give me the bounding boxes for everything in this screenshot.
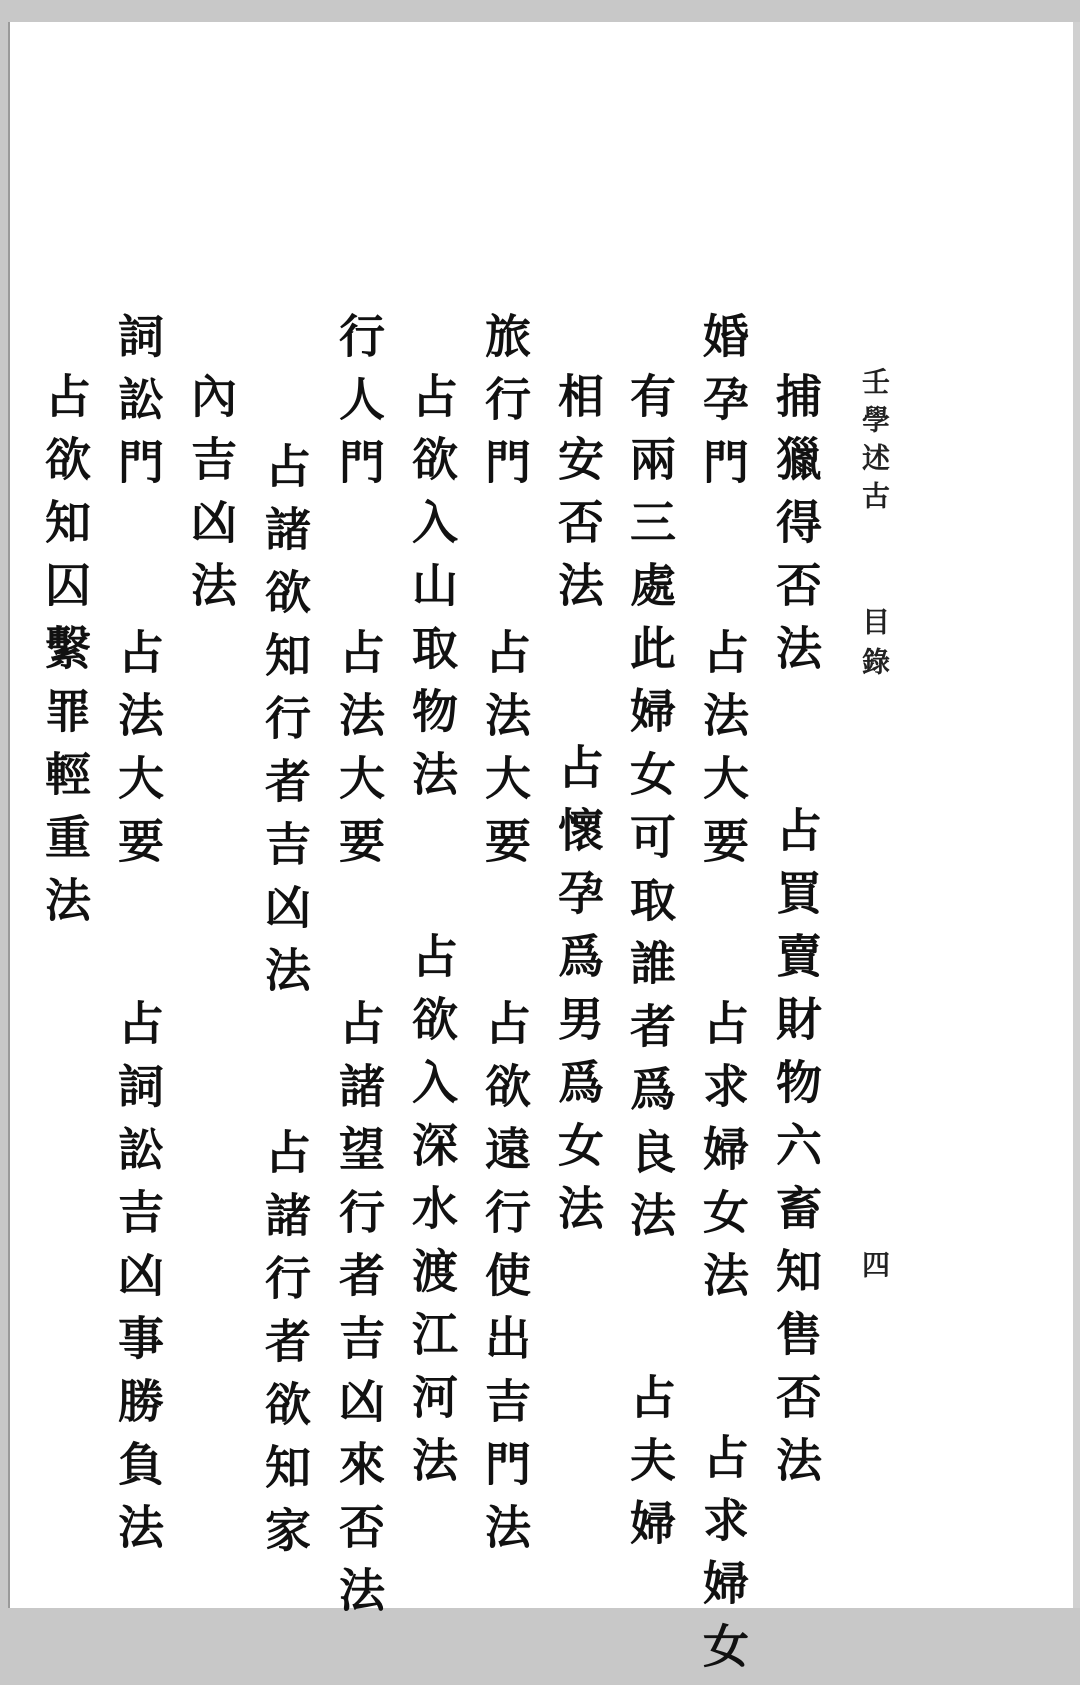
book-title: 壬學述古	[858, 367, 891, 519]
toc-entry-seek-wife-cont: 占求婦女	[696, 1433, 750, 1685]
toc-entry-traveler-fortune: 占諸欲知行者吉凶法	[258, 442, 312, 1009]
section-title: 目錄	[858, 607, 891, 687]
toc-entry-seek-wife: 占求婦女法	[696, 999, 750, 1314]
toc-entry-couple: 占夫婦	[623, 1373, 677, 1562]
toc-line	[258, 442, 312, 1569]
toc-entry-traveler-home: 占諸行者欲知家	[258, 1128, 312, 1569]
toc-entry-method-outline: 占法大要	[696, 628, 750, 880]
toc-entry-lawsuit-outcome: 占詞訟吉凶事勝負法	[111, 999, 165, 1566]
toc-entry-which-wife: 有兩三處此婦女可取誰者爲良法	[623, 372, 677, 1254]
toc-line	[623, 372, 677, 1562]
toc-entry-catching-game: 捕獵得否法	[769, 372, 823, 687]
toc-entry-long-journey: 占欲遠行使出吉門法	[478, 999, 532, 1566]
toc-line	[111, 312, 165, 1566]
toc-entry-prisoner-sentence: 占欲知囚繫罪輕重法	[38, 372, 92, 939]
toc-entry-home-fortune-cont: 內吉凶法	[184, 372, 238, 624]
toc-entry-river-crossing: 占欲入深水渡江河法	[405, 932, 459, 1499]
page-edge	[1073, 22, 1080, 1608]
toc-line	[184, 372, 238, 624]
toc-entry-harmony: 相安否法	[551, 372, 605, 624]
toc-line	[696, 312, 750, 1685]
toc-line	[38, 372, 92, 939]
section-heading-lawsuit: 詞訟門	[111, 312, 165, 501]
toc-entry-pregnancy: 占懷孕爲男爲女法	[551, 743, 605, 1247]
section-heading-traveler: 行人門	[332, 312, 386, 501]
section-heading-travel: 旅行門	[478, 312, 532, 501]
toc-entry-method-outline: 占法大要	[111, 628, 165, 880]
section-heading-marriage: 婚孕門	[696, 312, 750, 501]
toc-line	[478, 312, 532, 1566]
toc-entry-traveler-return: 占諸望行者吉凶來否法	[332, 999, 386, 1629]
toc-line	[769, 372, 823, 1499]
page-number: 四	[858, 1250, 891, 1278]
toc-line	[405, 372, 459, 1499]
toc-line	[332, 312, 386, 1629]
toc-entry-trade-livestock: 占買賣財物六畜知售否法	[769, 806, 823, 1499]
book-page	[8, 22, 1074, 1685]
toc-entry-method-outline: 占法大要	[478, 628, 532, 880]
toc-entry-mountain: 占欲入山取物法	[405, 372, 459, 813]
toc-line	[551, 372, 605, 1247]
toc-entry-method-outline: 占法大要	[332, 628, 386, 880]
